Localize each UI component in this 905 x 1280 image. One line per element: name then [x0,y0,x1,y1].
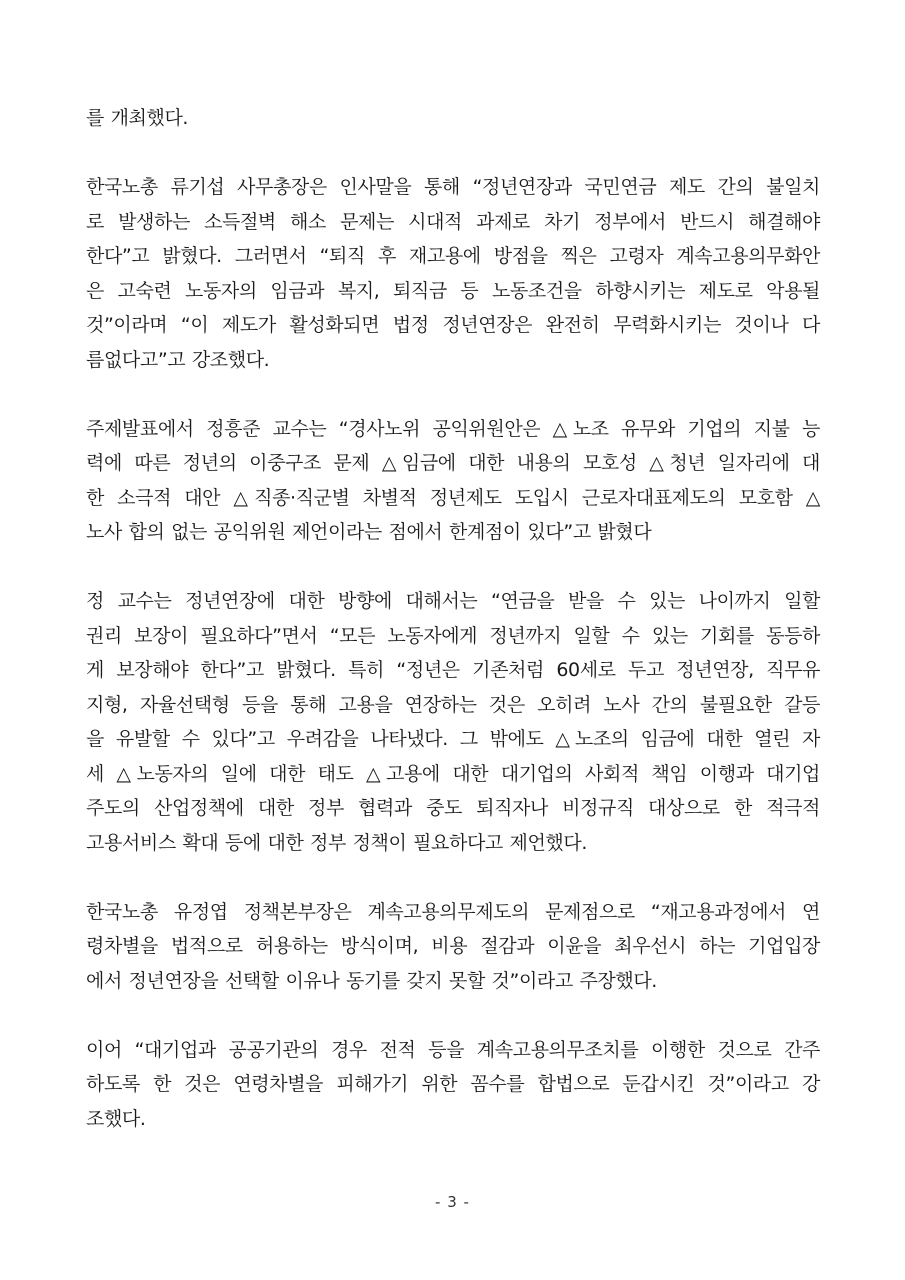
text-line: 조했다. [86,1107,146,1130]
text-line: 력에 따른 정년의 이중구조 문제 △임금에 대한 내용의 모호성 △청년 일자리에 대 [86,452,820,474]
text-line: 노사 합의 없는 공익위원 제언이라는 점에서 한계점이 있다”고 밝혔다 [86,521,652,543]
paragraph-jeong-direction [86,584,820,860]
text-line: 을 유발할 수 있다”고 우려감을 나타냈다. 그 밖에도 △노조의 임금에 대한 열린 자 [86,728,820,750]
text-line: 하도록 한 것은 연령차별을 피해가기 위한 꼼수를 합법으로 둔갑시킨 것”이라고 강 [86,1073,820,1095]
document-body [86,101,820,1136]
text-line: 한다”고 밝혔다. 그러면서 “퇴직 후 재고용에 방점을 찍은 고령자 계속고용의무화안 [86,245,820,267]
text-line: 은 고숙련 노동자의 임금과 복지, 퇴직금 등 노동조건을 하향시키는 제도로 악용될 [86,279,820,302]
text-line: 것”이라며 “이 제도가 활성화되면 법정 정년연장은 완전히 무력화시키는 것이나 다 [86,314,820,336]
text-line: 게 보장해야 한다”고 밝혔다. 특히 “정년은 기존처럼 60세로 두고 정년연장, 직무유 [86,659,820,681]
text-line: 에서 정년연장을 선택할 이유나 동기를 갖지 못할 것”이라고 주장했다. [86,969,657,992]
paragraph-yu-policy [86,895,820,999]
text-line: 주도의 산업정책에 대한 정부 협력과 중도 퇴직자나 비정규직 대상으로 한 적극적 [86,797,820,819]
text-line: 한국노총 유정엽 정책본부장은 계속고용의무제도의 문제점으로 “재고용과정에서 연 [86,900,820,923]
text-line: 지형, 자율선택형 등을 통해 고용을 연장하는 것은 오히려 노사 간의 불필요한 갈등 [86,693,820,716]
text-line: 고용서비스 확대 등에 대한 정부 정책이 필요하다고 제언했다. [86,831,587,854]
text-line: 로 발생하는 소득절벽 해소 문제는 시대적 과제로 차기 정부에서 반드시 해결해야 [86,210,820,233]
paragraph-yu-continued [86,1033,820,1137]
text-line: 세 △노동자의 일에 대한 태도 △고용에 대한 대기업의 사회적 책임 이행과 대기업 [86,762,820,785]
text-line: 령차별을 법적으로 허용하는 방식이며, 비용 절감과 이윤을 최우선시 하는 기업입장 [86,935,820,957]
text-line: 이어 “대기업과 공공기관의 경우 전적 등을 계속고용의무조치를 이행한 것으로 간주 [86,1038,820,1061]
page-number: - 3 - [435,1193,470,1211]
paragraph-ryu-greeting [86,170,820,377]
text-line: 를 개최했다. [86,107,189,129]
text-line: 주제발표에서 정흥준 교수는 “경사노위 공익위원안은 △노조 유무와 기업의 지불 능 [86,417,820,440]
text-line: 름없다고”고 강조했다. [86,348,270,371]
text-line: 한국노총 류기섭 사무총장은 인사말을 통해 “정년연장과 국민연금 제도 간의 불일치 [86,176,820,198]
paragraph-intro-end [86,101,820,136]
text-line: 한 소극적 대안 △직종·직군별 차별적 정년제도 도입시 근로자대표제도의 모호함 △ [86,486,820,509]
paragraph-jeong-presentation [86,412,820,550]
text-line: 권리 보장이 필요하다”면서 “모든 노동자에게 정년까지 일할 수 있는 기회를 동등하 [86,624,820,647]
text-line: 정 교수는 정년연장에 대한 방향에 대해서는 “연금을 받을 수 있는 나이까지 일할 [86,590,820,612]
